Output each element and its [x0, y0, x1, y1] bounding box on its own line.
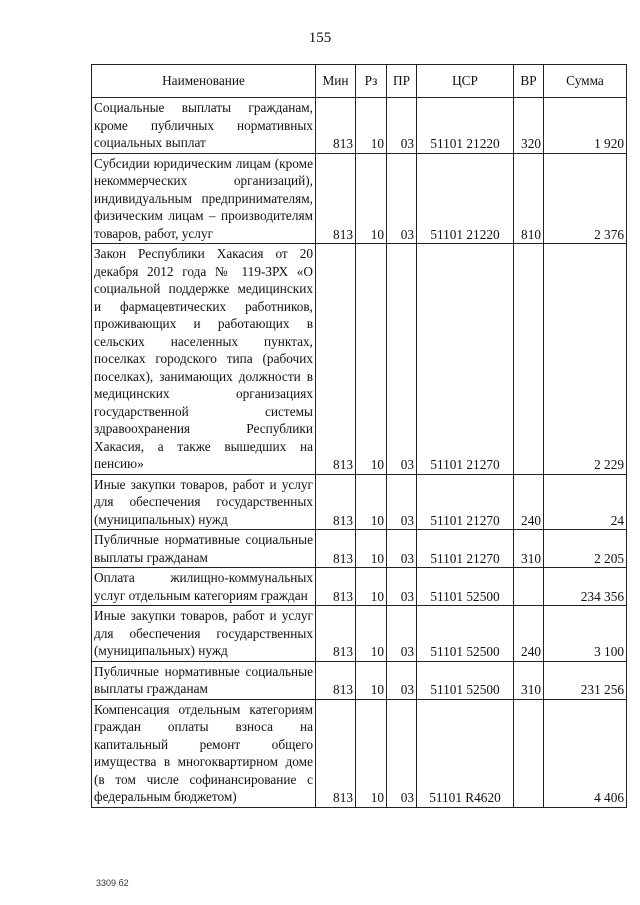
- cell-rz: 10: [356, 98, 387, 154]
- page-number: 155: [308, 30, 332, 46]
- cell-sum: 234 356: [544, 568, 627, 606]
- cell-sum: 231 256: [544, 661, 627, 699]
- cell-pr: 03: [387, 699, 417, 807]
- cell-rz: 10: [356, 244, 387, 475]
- cell-name: Компенсация отдельным категориям граждан оплаты взноса на капитальный ремонт общего имущества в многоквартирном доме (в том числе софинансирование с федеральным бюджетом): [92, 699, 316, 807]
- cell-vr: [514, 699, 544, 807]
- cell-min: 813: [316, 606, 356, 662]
- budget-table: [91, 64, 627, 808]
- cell-pr: 03: [387, 474, 417, 530]
- cell-csr: 51101 52500: [417, 568, 514, 606]
- cell-min: 813: [316, 474, 356, 530]
- table-row: [92, 530, 627, 568]
- cell-csr: 51101 21270: [417, 474, 514, 530]
- cell-min: 813: [316, 244, 356, 475]
- cell-name: Закон Республики Хакасия от 20 декабря 2012 года № 119-ЗРХ «О социальной поддержке медицинских и фармацевтических работников, проживающих и работающих в сельских населенных пунктах, поселках городского типа (рабочих поселках), занимающих должности в медицинских организациях государственной системы здравоохранения Республики Хакасия, а также вышедших на пенсию»: [92, 244, 316, 475]
- cell-rz: 10: [356, 474, 387, 530]
- table-row: [92, 153, 627, 244]
- cell-sum: 2 205: [544, 530, 627, 568]
- cell-csr: 51101 21270: [417, 530, 514, 568]
- table-row: [92, 98, 627, 154]
- table-row: [92, 568, 627, 606]
- cell-csr: 51101 21220: [417, 153, 514, 244]
- cell-vr: 310: [514, 530, 544, 568]
- header-pr: ПР: [387, 65, 417, 98]
- cell-vr: 810: [514, 153, 544, 244]
- header-vr: ВР: [514, 65, 544, 98]
- table-row: [92, 661, 627, 699]
- cell-vr: [514, 568, 544, 606]
- cell-min: 813: [316, 98, 356, 154]
- cell-rz: 10: [356, 530, 387, 568]
- cell-min: 813: [316, 530, 356, 568]
- cell-sum: 2 376: [544, 153, 627, 244]
- cell-csr: 51101 52500: [417, 661, 514, 699]
- footer-code: 3309 б2: [96, 878, 129, 888]
- cell-vr: 310: [514, 661, 544, 699]
- table-row: [92, 244, 627, 475]
- header-min: Мин: [316, 65, 356, 98]
- header-csr: ЦСР: [417, 65, 514, 98]
- cell-name: Субсидии юридическим лицам (кроме некоммерческих организаций), индивидуальным предпринимателям, физическим лицам – производителям товаров, работ, услуг: [92, 153, 316, 244]
- cell-pr: 03: [387, 98, 417, 154]
- cell-rz: 10: [356, 568, 387, 606]
- cell-sum: 3 100: [544, 606, 627, 662]
- cell-pr: 03: [387, 606, 417, 662]
- cell-pr: 03: [387, 244, 417, 475]
- cell-pr: 03: [387, 530, 417, 568]
- cell-rz: 10: [356, 606, 387, 662]
- cell-rz: 10: [356, 153, 387, 244]
- cell-rz: 10: [356, 699, 387, 807]
- cell-csr: 51101 21270: [417, 244, 514, 475]
- cell-pr: 03: [387, 568, 417, 606]
- cell-pr: 03: [387, 661, 417, 699]
- table-row: [92, 474, 627, 530]
- cell-csr: 51101 R4620: [417, 699, 514, 807]
- cell-csr: 51101 21220: [417, 98, 514, 154]
- cell-name: Публичные нормативные социальные выплаты гражданам: [92, 661, 316, 699]
- cell-name: Публичные нормативные социальные выплаты гражданам: [92, 530, 316, 568]
- table-row: [92, 606, 627, 662]
- cell-min: 813: [316, 699, 356, 807]
- cell-min: 813: [316, 568, 356, 606]
- cell-csr: 51101 52500: [417, 606, 514, 662]
- header-sum: Сумма: [544, 65, 627, 98]
- table-row: [92, 699, 627, 807]
- cell-name: Оплата жилищно-коммунальных услуг отдельным категориям граждан: [92, 568, 316, 606]
- cell-rz: 10: [356, 661, 387, 699]
- cell-sum: 2 229: [544, 244, 627, 475]
- header-name: Наименование: [92, 65, 316, 98]
- cell-vr: 240: [514, 606, 544, 662]
- cell-sum: 4 406: [544, 699, 627, 807]
- cell-sum: 1 920: [544, 98, 627, 154]
- cell-vr: 240: [514, 474, 544, 530]
- cell-pr: 03: [387, 153, 417, 244]
- cell-vr: [514, 244, 544, 475]
- cell-name: Иные закупки товаров, работ и услуг для обеспечения государственных (муниципальных) нужд: [92, 606, 316, 662]
- cell-sum: 24: [544, 474, 627, 530]
- table-header-row: [92, 65, 627, 98]
- cell-min: 813: [316, 661, 356, 699]
- cell-name: Социальные выплаты гражданам, кроме публичных нормативных социальных выплат: [92, 98, 316, 154]
- cell-vr: 320: [514, 98, 544, 154]
- header-rz: Рз: [356, 65, 387, 98]
- cell-name: Иные закупки товаров, работ и услуг для обеспечения государственных (муниципальных) нужд: [92, 474, 316, 530]
- cell-min: 813: [316, 153, 356, 244]
